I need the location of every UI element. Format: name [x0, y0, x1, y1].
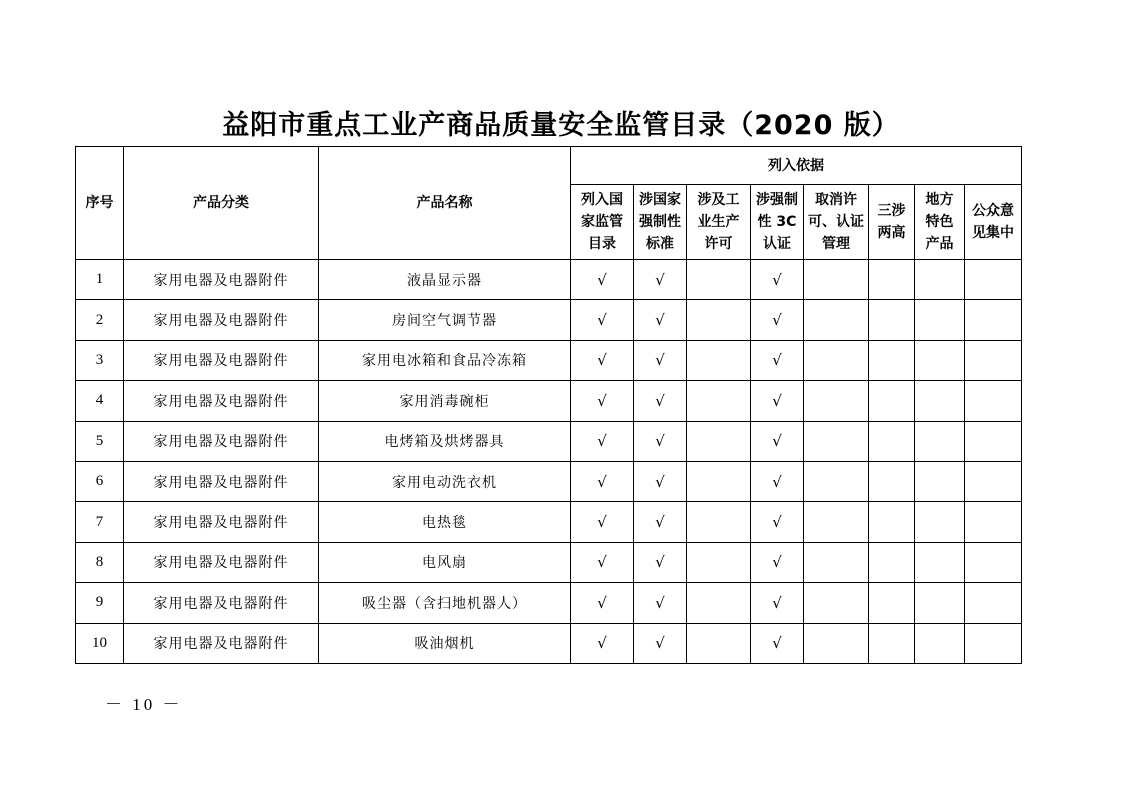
check-cell [804, 421, 869, 461]
production-license-header [687, 185, 751, 260]
product-name-cell: 房间空气调节器 [319, 300, 571, 340]
serial-cell: 7 [76, 502, 124, 542]
check-cell [869, 583, 915, 623]
category-cell: 家用电器及电器附件 [124, 421, 319, 461]
category-cell: 家用电器及电器附件 [124, 542, 319, 582]
check-cell [869, 421, 915, 461]
table-row [76, 502, 1022, 542]
table-row [76, 340, 1022, 380]
serial-header: 序号 [76, 147, 124, 260]
check-cell [965, 340, 1022, 380]
header-line: 标准 [646, 236, 674, 252]
product-name-cell: 吸尘器（含扫地机器人） [319, 583, 571, 623]
check-cell [869, 461, 915, 501]
check-cell [965, 583, 1022, 623]
check-cell: √ [634, 583, 687, 623]
check-cell [915, 381, 965, 421]
category-cell: 家用电器及电器附件 [124, 502, 319, 542]
check-cell [965, 542, 1022, 582]
check-cell [915, 623, 965, 663]
product-name-cell: 家用电动洗衣机 [319, 461, 571, 501]
category-cell: 家用电器及电器附件 [124, 340, 319, 380]
check-cell: √ [751, 583, 804, 623]
check-cell: √ [571, 583, 634, 623]
three-involve-two-high-header [869, 185, 915, 260]
header-line: 公众意 [972, 203, 1014, 219]
check-cell [687, 421, 751, 461]
check-cell: √ [571, 542, 634, 582]
check-cell: √ [751, 502, 804, 542]
page-title: 益阳市重点工业产商品质量安全监管目录（2020 版） [222, 110, 900, 141]
mandatory-standard-header [634, 185, 687, 260]
serial-cell: 5 [76, 421, 124, 461]
header-line: 两高 [877, 225, 906, 241]
check-cell: √ [571, 421, 634, 461]
check-cell [869, 381, 915, 421]
header-line: 产品 [925, 236, 954, 252]
check-cell: √ [634, 461, 687, 501]
check-cell [965, 260, 1022, 300]
header-line: 取消许 [815, 192, 857, 208]
check-cell: √ [634, 381, 687, 421]
check-cell [687, 300, 751, 340]
product-name-header: 产品名称 [319, 147, 571, 260]
check-cell: √ [751, 542, 804, 582]
check-cell: √ [751, 623, 804, 663]
check-cell [687, 461, 751, 501]
category-header: 产品分类 [124, 147, 319, 260]
check-cell [965, 300, 1022, 340]
check-cell [869, 542, 915, 582]
check-cell [804, 583, 869, 623]
check-cell [804, 542, 869, 582]
check-cell: √ [634, 623, 687, 663]
check-cell [915, 461, 965, 501]
check-cell [687, 623, 751, 663]
serial-cell: 3 [76, 340, 124, 380]
supervision-catalog-table [75, 146, 1022, 664]
check-cell [869, 340, 915, 380]
header-line: 可、认证 [808, 214, 864, 230]
header-line: 见集中 [972, 225, 1014, 241]
check-cell: √ [571, 623, 634, 663]
header-line: 地方 [925, 192, 954, 208]
check-cell [965, 502, 1022, 542]
public-concern-header [965, 185, 1022, 260]
check-cell: √ [751, 421, 804, 461]
header-line: 强制性 [639, 214, 681, 230]
header-line: 认证 [763, 236, 791, 252]
check-cell [687, 583, 751, 623]
product-name-cell: 电烤箱及烘烤器具 [319, 421, 571, 461]
check-cell [869, 300, 915, 340]
header-line: 三涉 [877, 203, 906, 219]
ccc-certification-header [751, 185, 804, 260]
check-cell [965, 623, 1022, 663]
table-body [76, 260, 1022, 664]
product-name-cell: 家用消毒碗柜 [319, 381, 571, 421]
serial-cell: 9 [76, 583, 124, 623]
serial-cell: 8 [76, 542, 124, 582]
product-name-cell: 电风扇 [319, 542, 571, 582]
table-row [76, 461, 1022, 501]
header-line: 特色 [925, 214, 954, 230]
check-cell [687, 260, 751, 300]
check-cell [965, 421, 1022, 461]
product-name-cell: 液晶显示器 [319, 260, 571, 300]
check-cell [915, 340, 965, 380]
check-cell: √ [751, 340, 804, 380]
table-row [76, 300, 1022, 340]
header-line: 许可 [704, 236, 733, 252]
table-row [76, 623, 1022, 663]
check-cell [804, 502, 869, 542]
check-cell [804, 300, 869, 340]
header-line: 列入国 [581, 192, 623, 208]
check-cell: √ [571, 502, 634, 542]
category-cell: 家用电器及电器附件 [124, 583, 319, 623]
check-cell: √ [751, 381, 804, 421]
product-name-cell: 吸油烟机 [319, 623, 571, 663]
serial-cell: 1 [76, 260, 124, 300]
header-line: 涉及工 [697, 192, 740, 208]
check-cell: √ [751, 260, 804, 300]
check-cell [915, 260, 965, 300]
serial-cell: 10 [76, 623, 124, 663]
serial-cell: 4 [76, 381, 124, 421]
header-line: 业生产 [697, 214, 740, 230]
check-cell: √ [571, 381, 634, 421]
product-name-cell: 家用电冰箱和食品冷冻箱 [319, 340, 571, 380]
check-cell: √ [571, 461, 634, 501]
check-cell [804, 381, 869, 421]
product-name-cell: 电热毯 [319, 502, 571, 542]
check-cell [915, 300, 965, 340]
check-cell [804, 623, 869, 663]
check-cell: √ [751, 300, 804, 340]
category-cell: 家用电器及电器附件 [124, 300, 319, 340]
check-cell [687, 381, 751, 421]
check-cell: √ [634, 300, 687, 340]
table-row [76, 381, 1022, 421]
table-row [76, 542, 1022, 582]
check-cell: √ [571, 340, 634, 380]
serial-cell: 2 [76, 300, 124, 340]
check-cell: √ [634, 260, 687, 300]
header-line: 涉国家 [639, 192, 681, 208]
check-cell [869, 260, 915, 300]
category-cell: 家用电器及电器附件 [124, 623, 319, 663]
check-cell [915, 421, 965, 461]
header-line: 性 3C [757, 214, 797, 230]
check-cell [804, 260, 869, 300]
check-cell [687, 340, 751, 380]
check-cell [869, 623, 915, 663]
cancelled-license-header [804, 185, 869, 260]
header-line: 家监管 [581, 214, 623, 230]
local-specialty-header [915, 185, 965, 260]
check-cell [915, 583, 965, 623]
category-cell: 家用电器及电器附件 [124, 461, 319, 501]
check-cell: √ [634, 340, 687, 380]
table-row [76, 583, 1022, 623]
table-row [76, 260, 1022, 300]
check-cell [804, 461, 869, 501]
check-cell: √ [634, 542, 687, 582]
check-cell [687, 542, 751, 582]
header-row-top [76, 147, 1022, 185]
basis-header: 列入依据 [571, 147, 1022, 185]
table-row [76, 421, 1022, 461]
check-cell: √ [634, 421, 687, 461]
header-line: 目录 [588, 236, 616, 252]
check-cell [915, 542, 965, 582]
check-cell: √ [571, 260, 634, 300]
header-line: 管理 [822, 236, 850, 252]
page-number: － 10 － [105, 695, 183, 714]
check-cell: √ [634, 502, 687, 542]
category-cell: 家用电器及电器附件 [124, 381, 319, 421]
check-cell [965, 381, 1022, 421]
check-cell: √ [571, 300, 634, 340]
category-cell: 家用电器及电器附件 [124, 260, 319, 300]
check-cell: √ [751, 461, 804, 501]
check-cell [869, 502, 915, 542]
check-cell [915, 502, 965, 542]
check-cell [687, 502, 751, 542]
header-line: 涉强制 [756, 192, 798, 208]
check-cell [804, 340, 869, 380]
serial-cell: 6 [76, 461, 124, 501]
check-cell [965, 461, 1022, 501]
national-supervision-catalog-header [571, 185, 634, 260]
